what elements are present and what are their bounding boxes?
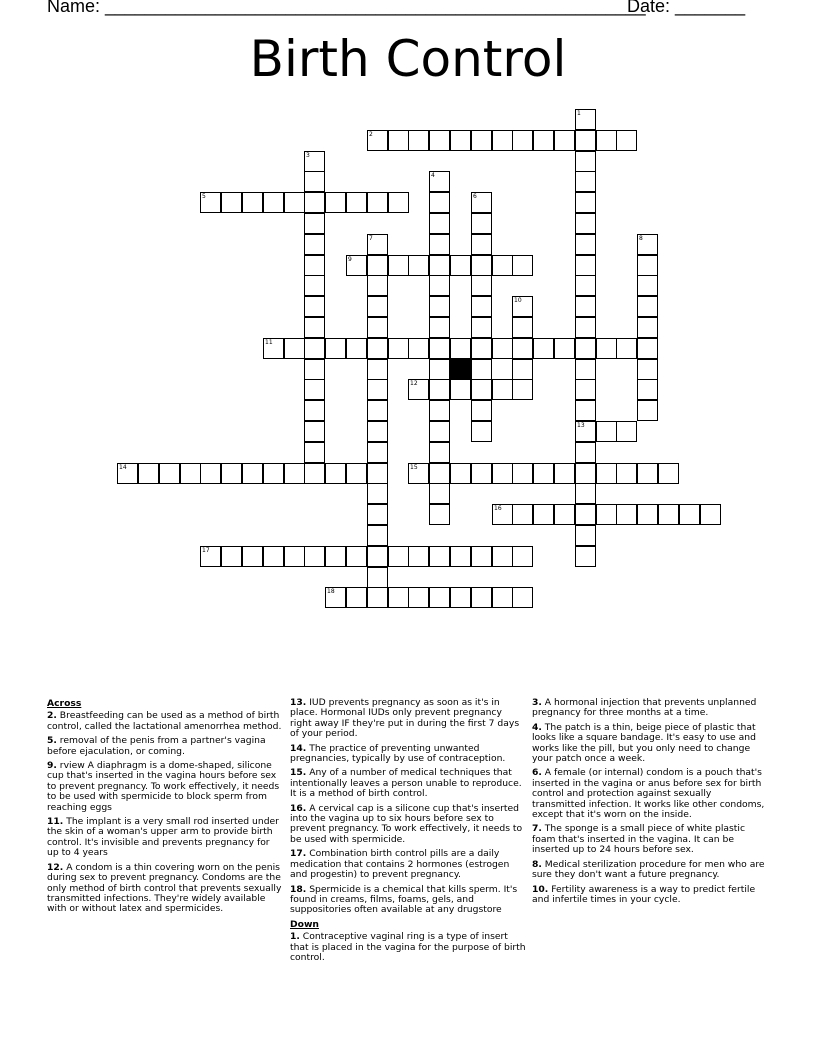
grid-cell[interactable]: [554, 338, 575, 359]
grid-cell[interactable]: [637, 255, 658, 276]
clue-number: 16.: [290, 802, 307, 814]
grid-cell[interactable]: [429, 587, 450, 608]
grid-cell[interactable]: [637, 359, 658, 380]
grid-cell[interactable]: [346, 587, 367, 608]
clue-item: [532, 824, 768, 855]
grid-cell[interactable]: [554, 130, 575, 151]
clue-text: The sponge is a small piece of white plastic foam that's inserted in the vagina. It can be inserted up to 24 hours before sex.: [532, 823, 745, 856]
clue-item: [532, 860, 768, 881]
grid-cell[interactable]: [304, 379, 325, 400]
grid-cell[interactable]: [596, 338, 617, 359]
grid-cell[interactable]: [429, 338, 450, 359]
grid-cell[interactable]: [346, 338, 367, 359]
grid-cell[interactable]: [700, 504, 721, 525]
clue-number: 4.: [532, 721, 542, 733]
grid-cell[interactable]: [304, 171, 325, 192]
grid-cell[interactable]: [575, 338, 596, 359]
grid-cell[interactable]: [533, 504, 554, 525]
grid-cell[interactable]: [596, 421, 617, 442]
grid-cell[interactable]: [284, 338, 305, 359]
clue-number-label: 14: [119, 464, 127, 471]
across-clue-list: [47, 711, 282, 914]
clue-item: [290, 932, 526, 963]
grid-cell[interactable]: [471, 234, 492, 255]
page-title: Birth Control: [249, 30, 567, 88]
grid-cell[interactable]: [263, 192, 284, 213]
grid-cell[interactable]: [367, 463, 388, 484]
grid-cell[interactable]: [575, 379, 596, 400]
grid-cell[interactable]: [367, 504, 388, 525]
grid-cell[interactable]: [575, 234, 596, 255]
grid-cell[interactable]: [367, 359, 388, 380]
grid-cell[interactable]: [512, 359, 533, 380]
clue-number-label: 11: [265, 339, 273, 346]
grid-cell[interactable]: [450, 255, 471, 276]
grid-cell[interactable]: [367, 483, 388, 504]
grid-cell[interactable]: [637, 317, 658, 338]
grid-cell[interactable]: [492, 587, 513, 608]
grid-cell[interactable]: [408, 255, 429, 276]
grid-cell[interactable]: [512, 587, 533, 608]
grid-cell[interactable]: [325, 463, 346, 484]
grid-cell[interactable]: [471, 317, 492, 338]
grid-cell[interactable]: [471, 359, 492, 380]
grid-cell[interactable]: [304, 296, 325, 317]
clue-text: A cervical cap is a silicone cup that's inserted into the vagina up to six hours before sex to prevent pregnancy. To work effectively, it needs to be used with spermicide.: [290, 802, 523, 845]
clue-number-label: 7: [369, 235, 373, 242]
grid-cell[interactable]: [429, 421, 450, 442]
grid-cell[interactable]: [596, 504, 617, 525]
grid-cell[interactable]: [429, 400, 450, 421]
grid-cell[interactable]: [304, 546, 325, 567]
grid-cell[interactable]: [533, 338, 554, 359]
grid-cell[interactable]: [346, 546, 367, 567]
grid-cell[interactable]: [429, 296, 450, 317]
grid-cell[interactable]: [575, 525, 596, 546]
grid-cell[interactable]: [637, 400, 658, 421]
clue-number: 17.: [290, 848, 307, 860]
clue-number: 12.: [47, 861, 64, 873]
grid-cell[interactable]: [575, 359, 596, 380]
grid-cell[interactable]: [575, 442, 596, 463]
grid-cell[interactable]: [512, 379, 533, 400]
clue-text: Breastfeeding can be used as a method of birth control, called the lactational amenorrhea method.: [47, 710, 282, 732]
grid-cell[interactable]: [450, 587, 471, 608]
grid-cell[interactable]: [616, 463, 637, 484]
grid-cell[interactable]: [575, 192, 596, 213]
grid-cell[interactable]: [596, 463, 617, 484]
grid-cell[interactable]: [450, 546, 471, 567]
clue-number-label: 13: [577, 422, 585, 429]
clue-text: Contraceptive vaginal ring is a type of insert that is placed in the vagina for the purpose of birth control.: [290, 931, 526, 963]
grid-cell[interactable]: [471, 296, 492, 317]
clue-item: [47, 761, 282, 813]
clue-number: 5.: [47, 735, 57, 747]
grid-cell[interactable]: [575, 546, 596, 567]
clue-item: [532, 885, 768, 906]
grid-cell[interactable]: [471, 421, 492, 442]
grid-cell[interactable]: [346, 463, 367, 484]
grid-cell[interactable]: [471, 275, 492, 296]
grid-cell[interactable]: [575, 463, 596, 484]
clue-number-label: 5: [202, 193, 206, 200]
grid-cell[interactable]: [242, 192, 263, 213]
clue-number-label: 2: [369, 131, 373, 138]
grid-cell[interactable]: [471, 130, 492, 151]
grid-cell[interactable]: [471, 338, 492, 359]
clue-number-label: 16: [494, 505, 502, 512]
clue-item: [47, 736, 282, 757]
grid-cell[interactable]: [325, 338, 346, 359]
clue-item: [532, 698, 768, 719]
grid-cell[interactable]: [304, 234, 325, 255]
clue-number: 11.: [47, 816, 64, 828]
grid-cell[interactable]: [367, 400, 388, 421]
clue-number: 10.: [532, 883, 549, 895]
grid-cell[interactable]: [304, 400, 325, 421]
grid-cell[interactable]: [408, 130, 429, 151]
clue-item: [290, 698, 526, 740]
grid-cell[interactable]: [408, 546, 429, 567]
clue-number: 18.: [290, 883, 307, 895]
grid-cell[interactable]: [533, 463, 554, 484]
grid-cell[interactable]: [388, 130, 409, 151]
grid-cell[interactable]: [408, 338, 429, 359]
grid-cell[interactable]: [367, 442, 388, 463]
grid-cell[interactable]: [658, 463, 679, 484]
grid-cell[interactable]: [575, 504, 596, 525]
clue-item: [290, 885, 526, 916]
clue-text: A hormonal injection that prevents unplanned pregnancy for three months at a time.: [532, 697, 757, 719]
grid-cell[interactable]: [388, 587, 409, 608]
black-square: [450, 359, 471, 380]
grid-cell[interactable]: [429, 234, 450, 255]
grid-cell[interactable]: [471, 379, 492, 400]
clue-text: Combination birth control pills are a daily medication that contains 2 hormones (estrogen and progestin) to prevent pregnancy.: [290, 848, 510, 881]
clue-number-label: 3: [306, 152, 310, 159]
grid-cell[interactable]: [450, 379, 471, 400]
grid-cell[interactable]: [429, 192, 450, 213]
clue-number: 15.: [290, 767, 307, 779]
clue-text: IUD prevents pregnancy as soon as it's in place. Hormonal IUDs only prevent pregnancy right away IF they're put in during the first 7 days of your period.: [290, 697, 520, 740]
grid-cell[interactable]: [533, 130, 554, 151]
clue-item: [290, 768, 526, 799]
clue-text: A condom is a thin covering worn on the penis during sex to prevent pregnancy. Condoms are the only method of birth control that prevents sexually transmitted infections. They're widely available with or without latex and spermicides.: [47, 861, 282, 915]
grid-cell[interactable]: [429, 359, 450, 380]
grid-cell[interactable]: [492, 130, 513, 151]
grid-cell[interactable]: [512, 463, 533, 484]
clue-number-label: 1: [577, 110, 581, 117]
grid-cell[interactable]: [367, 338, 388, 359]
name-field-label: Name: ______________________________________________________: [47, 0, 646, 16]
grid-cell[interactable]: [304, 442, 325, 463]
clue-number-label: 9: [348, 256, 352, 263]
grid-cell[interactable]: [575, 317, 596, 338]
clue-number-label: 12: [410, 380, 418, 387]
down-heading: Down: [290, 918, 319, 930]
clue-item: [290, 849, 526, 880]
grid-cell[interactable]: [596, 130, 617, 151]
clue-number: 14.: [290, 742, 307, 754]
grid-cell[interactable]: [554, 504, 575, 525]
grid-cell[interactable]: [429, 463, 450, 484]
grid-cell[interactable]: [429, 483, 450, 504]
grid-cell[interactable]: [242, 546, 263, 567]
grid-cell[interactable]: [429, 213, 450, 234]
grid-cell[interactable]: [388, 255, 409, 276]
grid-cell[interactable]: [221, 192, 242, 213]
grid-cell[interactable]: [200, 463, 221, 484]
clue-column-1: [47, 698, 282, 919]
clue-text: Fertility awareness is a way to predict fertile and infertile times in your cycle.: [532, 883, 756, 905]
down-clue-list: [290, 932, 526, 963]
grid-cell[interactable]: [492, 463, 513, 484]
grid-cell[interactable]: [512, 546, 533, 567]
clue-number: 6.: [532, 767, 542, 779]
grid-cell[interactable]: [575, 275, 596, 296]
grid-cell[interactable]: [512, 255, 533, 276]
grid-cell[interactable]: [492, 255, 513, 276]
grid-cell[interactable]: [284, 192, 305, 213]
grid-cell[interactable]: [575, 130, 596, 151]
grid-cell[interactable]: [388, 546, 409, 567]
grid-cell[interactable]: [367, 567, 388, 588]
clue-number: 13.: [290, 697, 307, 708]
grid-cell[interactable]: [367, 421, 388, 442]
grid-cell[interactable]: [367, 275, 388, 296]
clue-number-label: 15: [410, 464, 418, 471]
grid-cell[interactable]: [471, 546, 492, 567]
grid-cell[interactable]: [325, 192, 346, 213]
clue-number-label: 10: [514, 297, 522, 304]
grid-cell[interactable]: [304, 338, 325, 359]
grid-cell[interactable]: [367, 192, 388, 213]
grid-cell[interactable]: [304, 255, 325, 276]
clue-text: Any of a number of medical techniques that intentionally leaves a person unable to reproduce. It is a method of birth control.: [290, 767, 522, 800]
clue-text: A female (or internal) condom is a pouch that's inserted in the vagina or anus before sex for birth control and protection against sexually transmitted infection. It works like other condoms, except that it's worn on the inside.: [532, 767, 765, 821]
down-clue-list-continued: [532, 698, 768, 905]
grid-cell[interactable]: [429, 255, 450, 276]
grid-cell[interactable]: [575, 151, 596, 172]
clue-item: [47, 817, 282, 859]
grid-cell[interactable]: [575, 213, 596, 234]
clue-text: The patch is a thin, beige piece of plastic that looks like a square bandage. It's easy to use and works like the pill, but you only need to change your patch once a week.: [532, 721, 756, 765]
grid-cell[interactable]: [575, 296, 596, 317]
grid-cell[interactable]: [575, 483, 596, 504]
clue-number-label: 18: [327, 588, 335, 595]
grid-cell[interactable]: [429, 546, 450, 567]
grid-cell[interactable]: [429, 275, 450, 296]
grid-cell[interactable]: [637, 275, 658, 296]
clue-item: [47, 863, 282, 915]
grid-cell[interactable]: [471, 587, 492, 608]
clue-number-label: 17: [202, 547, 210, 554]
grid-cell[interactable]: [388, 192, 409, 213]
grid-cell[interactable]: [304, 463, 325, 484]
grid-cell[interactable]: [180, 463, 201, 484]
grid-cell[interactable]: [304, 317, 325, 338]
grid-cell[interactable]: [367, 255, 388, 276]
clue-column-2: [290, 698, 526, 967]
grid-cell[interactable]: [512, 504, 533, 525]
clue-number: 1.: [290, 931, 300, 943]
grid-cell[interactable]: [304, 359, 325, 380]
grid-cell[interactable]: [637, 338, 658, 359]
clue-item: [532, 768, 768, 820]
grid-cell[interactable]: [304, 275, 325, 296]
grid-cell[interactable]: [637, 463, 658, 484]
across-heading: Across: [47, 698, 82, 709]
grid-cell[interactable]: [304, 213, 325, 234]
grid-cell[interactable]: [284, 546, 305, 567]
grid-cell[interactable]: [575, 400, 596, 421]
grid-cell[interactable]: [367, 546, 388, 567]
clue-text: The implant is a very small rod inserted under the skin of a woman's upper arm to provide birth control. It's invisible and prevents pregnancy for up to 4 years: [47, 816, 279, 859]
clue-number: 7.: [532, 823, 542, 835]
grid-cell[interactable]: [304, 421, 325, 442]
grid-cell[interactable]: [616, 504, 637, 525]
clue-number: 9.: [47, 760, 57, 772]
clue-number-label: 4: [431, 172, 435, 179]
clue-text: Spermicide is a chemical that kills sperm. It's found in creams, films, foams, gels, and suppositories often available at any drugstore: [290, 883, 518, 916]
clue-number: 8.: [532, 858, 542, 870]
clue-number-label: 8: [639, 235, 643, 242]
grid-cell[interactable]: [242, 463, 263, 484]
grid-cell[interactable]: [450, 130, 471, 151]
grid-cell[interactable]: [616, 338, 637, 359]
grid-cell[interactable]: [429, 317, 450, 338]
grid-cell[interactable]: [284, 463, 305, 484]
clue-text: The practice of preventing unwanted pregnancies, typically by use of contraception.: [290, 742, 506, 765]
grid-cell[interactable]: [138, 463, 159, 484]
clue-number-label: 6: [473, 193, 477, 200]
grid-cell[interactable]: [408, 587, 429, 608]
grid-cell[interactable]: [637, 379, 658, 400]
clue-item: [532, 723, 768, 765]
grid-cell[interactable]: [471, 400, 492, 421]
grid-cell[interactable]: [554, 463, 575, 484]
grid-cell[interactable]: [429, 130, 450, 151]
grid-cell[interactable]: [575, 255, 596, 276]
grid-cell[interactable]: [637, 296, 658, 317]
clue-number: 2.: [47, 710, 57, 722]
grid-cell[interactable]: [429, 504, 450, 525]
grid-cell[interactable]: [679, 504, 700, 525]
clue-number: 3.: [532, 697, 542, 708]
grid-cell[interactable]: [367, 317, 388, 338]
grid-cell[interactable]: [471, 255, 492, 276]
grid-cell[interactable]: [388, 338, 409, 359]
grid-cell[interactable]: [367, 296, 388, 317]
grid-cell[interactable]: [159, 463, 180, 484]
grid-cell[interactable]: [616, 421, 637, 442]
grid-cell[interactable]: [429, 442, 450, 463]
grid-cell[interactable]: [512, 130, 533, 151]
clue-text: Medical sterilization procedure for men who are sure they don't want a future pregnancy.: [532, 858, 765, 881]
clue-item: [290, 744, 526, 765]
grid-cell[interactable]: [367, 587, 388, 608]
grid-cell[interactable]: [450, 463, 471, 484]
grid-cell[interactable]: [429, 379, 450, 400]
grid-cell[interactable]: [263, 463, 284, 484]
grid-cell[interactable]: [450, 338, 471, 359]
grid-cell[interactable]: [221, 463, 242, 484]
grid-cell[interactable]: [221, 546, 242, 567]
grid-cell[interactable]: [346, 192, 367, 213]
clue-item: [47, 711, 282, 732]
grid-cell[interactable]: [471, 463, 492, 484]
grid-cell[interactable]: [367, 525, 388, 546]
grid-cell[interactable]: [471, 213, 492, 234]
across-clue-list-continued: [290, 698, 526, 916]
grid-cell[interactable]: [304, 192, 325, 213]
grid-cell[interactable]: [575, 171, 596, 192]
grid-cell[interactable]: [263, 546, 284, 567]
grid-cell[interactable]: [492, 338, 513, 359]
clue-column-3: [532, 698, 768, 909]
grid-cell[interactable]: [492, 546, 513, 567]
clue-item: [290, 804, 526, 846]
clue-text: removal of the penis from a partner's vagina before ejaculation, or coming.: [47, 735, 266, 757]
grid-cell[interactable]: [637, 504, 658, 525]
grid-cell[interactable]: [616, 130, 637, 151]
grid-cell[interactable]: [492, 379, 513, 400]
grid-cell[interactable]: [367, 379, 388, 400]
date-field-label: Date: _______: [627, 0, 746, 16]
clue-text: rview A diaphragm is a dome-shaped, silicone cup that's inserted in the vagina hours before sex to prevent pregnancy. To work effectively, it needs to be used with spermicide to block sperm from reaching eggs: [47, 760, 280, 813]
grid-cell[interactable]: [325, 546, 346, 567]
grid-cell[interactable]: [658, 504, 679, 525]
grid-cell[interactable]: [512, 317, 533, 338]
grid-cell[interactable]: [512, 338, 533, 359]
